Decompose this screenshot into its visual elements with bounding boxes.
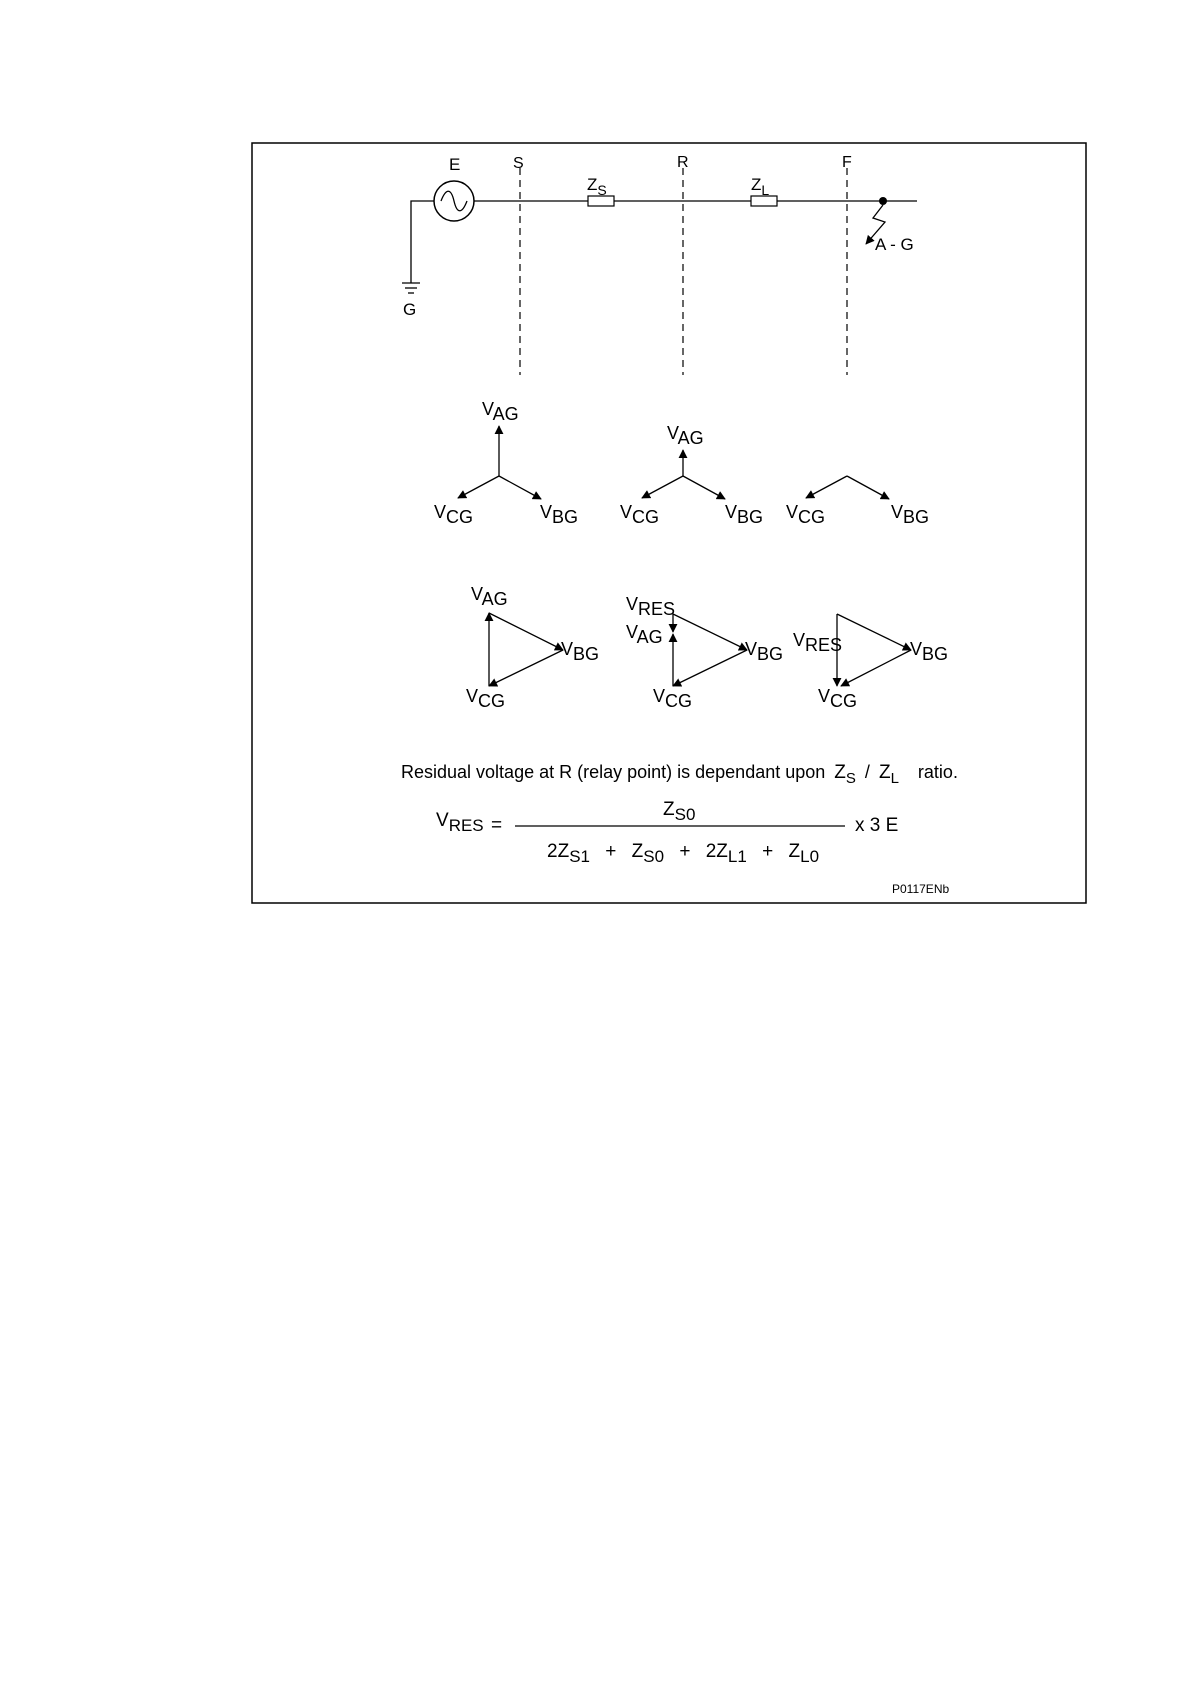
svg-text:VAG: VAG [471, 584, 508, 609]
vcg-label-s: V [434, 502, 447, 522]
zs-subscript: S [597, 182, 607, 198]
svg-text:VBG: VBG [910, 639, 949, 664]
svg-text:VCG: VCG [653, 686, 693, 711]
caption-text: Residual voltage at R (relay point) is dependant upon [401, 762, 826, 782]
formula-denominator: 2ZS1 + ZS0 + 2ZL1 + ZL0 [547, 841, 820, 866]
svg-text:VAG: VAG [667, 423, 704, 448]
caption-ratio: ratio. [917, 762, 958, 782]
fault-label: A - G [875, 235, 914, 254]
vag-label-ts: V [471, 584, 482, 604]
svg-text:VBG: VBG [725, 502, 764, 527]
ground-icon [402, 283, 420, 293]
point-r-label: R [677, 154, 689, 171]
svg-text:VRES: VRES [793, 630, 843, 655]
vres-label-tr: V [626, 594, 639, 614]
svg-text:VCG: VCG [434, 502, 474, 527]
svg-text:VBG: VBG [540, 502, 579, 527]
ac-source-icon [434, 181, 474, 221]
vcg-label-tr: V [653, 686, 666, 706]
phasor-star-s [434, 399, 578, 527]
vcg-label-r: V [620, 502, 633, 522]
svg-text:ZS0: ZS0 [663, 799, 696, 824]
svg-text:VAG: VAG [626, 622, 663, 647]
vbg-label-r: V [725, 502, 738, 522]
svg-text:Residual voltage at R (relay p: Residual voltage at R (relay point) is dependant upon $Z_S$ / $Z_L$ ratio. [401, 762, 958, 787]
point-s-label: S [513, 155, 524, 172]
vres-label-tf: V [793, 630, 806, 650]
source-label: E [449, 155, 461, 174]
caption-zs: Z [834, 762, 846, 783]
svg-text:VRES: VRES [436, 810, 484, 835]
svg-text:VCG: VCG [786, 502, 826, 527]
vcg-label-ts: V [466, 686, 479, 706]
phasor-triangle-r [626, 594, 783, 711]
vbg-label-tr: V [745, 639, 758, 659]
vbg-label-ts: V [561, 639, 574, 659]
vcg-label-tf: V [818, 686, 831, 706]
svg-text:VBG: VBG [745, 639, 784, 664]
svg-text:VRES: VRES [626, 594, 676, 619]
zl-subscript: L [761, 182, 770, 198]
vag-label-tr: V [626, 622, 637, 642]
formula-v: V [436, 810, 449, 831]
ground-wire [411, 201, 434, 283]
vcg-label-f: V [786, 502, 799, 522]
svg-text:VBG: VBG [561, 639, 600, 664]
formula-multiplier: x 3 E [855, 815, 899, 836]
ground-label: G [403, 300, 417, 319]
vbg-label-tf: V [910, 639, 923, 659]
svg-text:VCG: VCG [620, 502, 660, 527]
zl-label: Z [751, 175, 762, 194]
fault-point [879, 197, 887, 205]
svg-text:VAG: VAG [482, 399, 519, 424]
circuit-diagram [402, 154, 917, 375]
vag-label-s: V [482, 399, 493, 419]
phasor-triangle-f [793, 614, 948, 711]
svg-text:ZS [587, 175, 607, 198]
phasor-star-r [620, 423, 763, 527]
vbg-label-s: V [540, 502, 553, 522]
formula-numerator: Z [663, 799, 675, 820]
vag-label-r: V [667, 423, 678, 443]
point-f-label: F [842, 154, 852, 171]
residual-voltage-formula [436, 799, 898, 867]
phasor-star-f [786, 476, 929, 527]
phasor-triangle-s [466, 584, 599, 711]
figure-code: P0117ENb [892, 882, 950, 896]
figure-frame [252, 143, 1086, 903]
svg-text:VBG: VBG [891, 502, 930, 527]
svg-text:VCG: VCG [466, 686, 506, 711]
zs-label: Z [587, 175, 598, 194]
formula-equals: = [491, 815, 503, 836]
svg-text:ZL [751, 175, 769, 198]
svg-text:VCG: VCG [818, 686, 858, 711]
caption-zl: Z [878, 762, 891, 783]
vbg-label-f: V [891, 502, 904, 522]
